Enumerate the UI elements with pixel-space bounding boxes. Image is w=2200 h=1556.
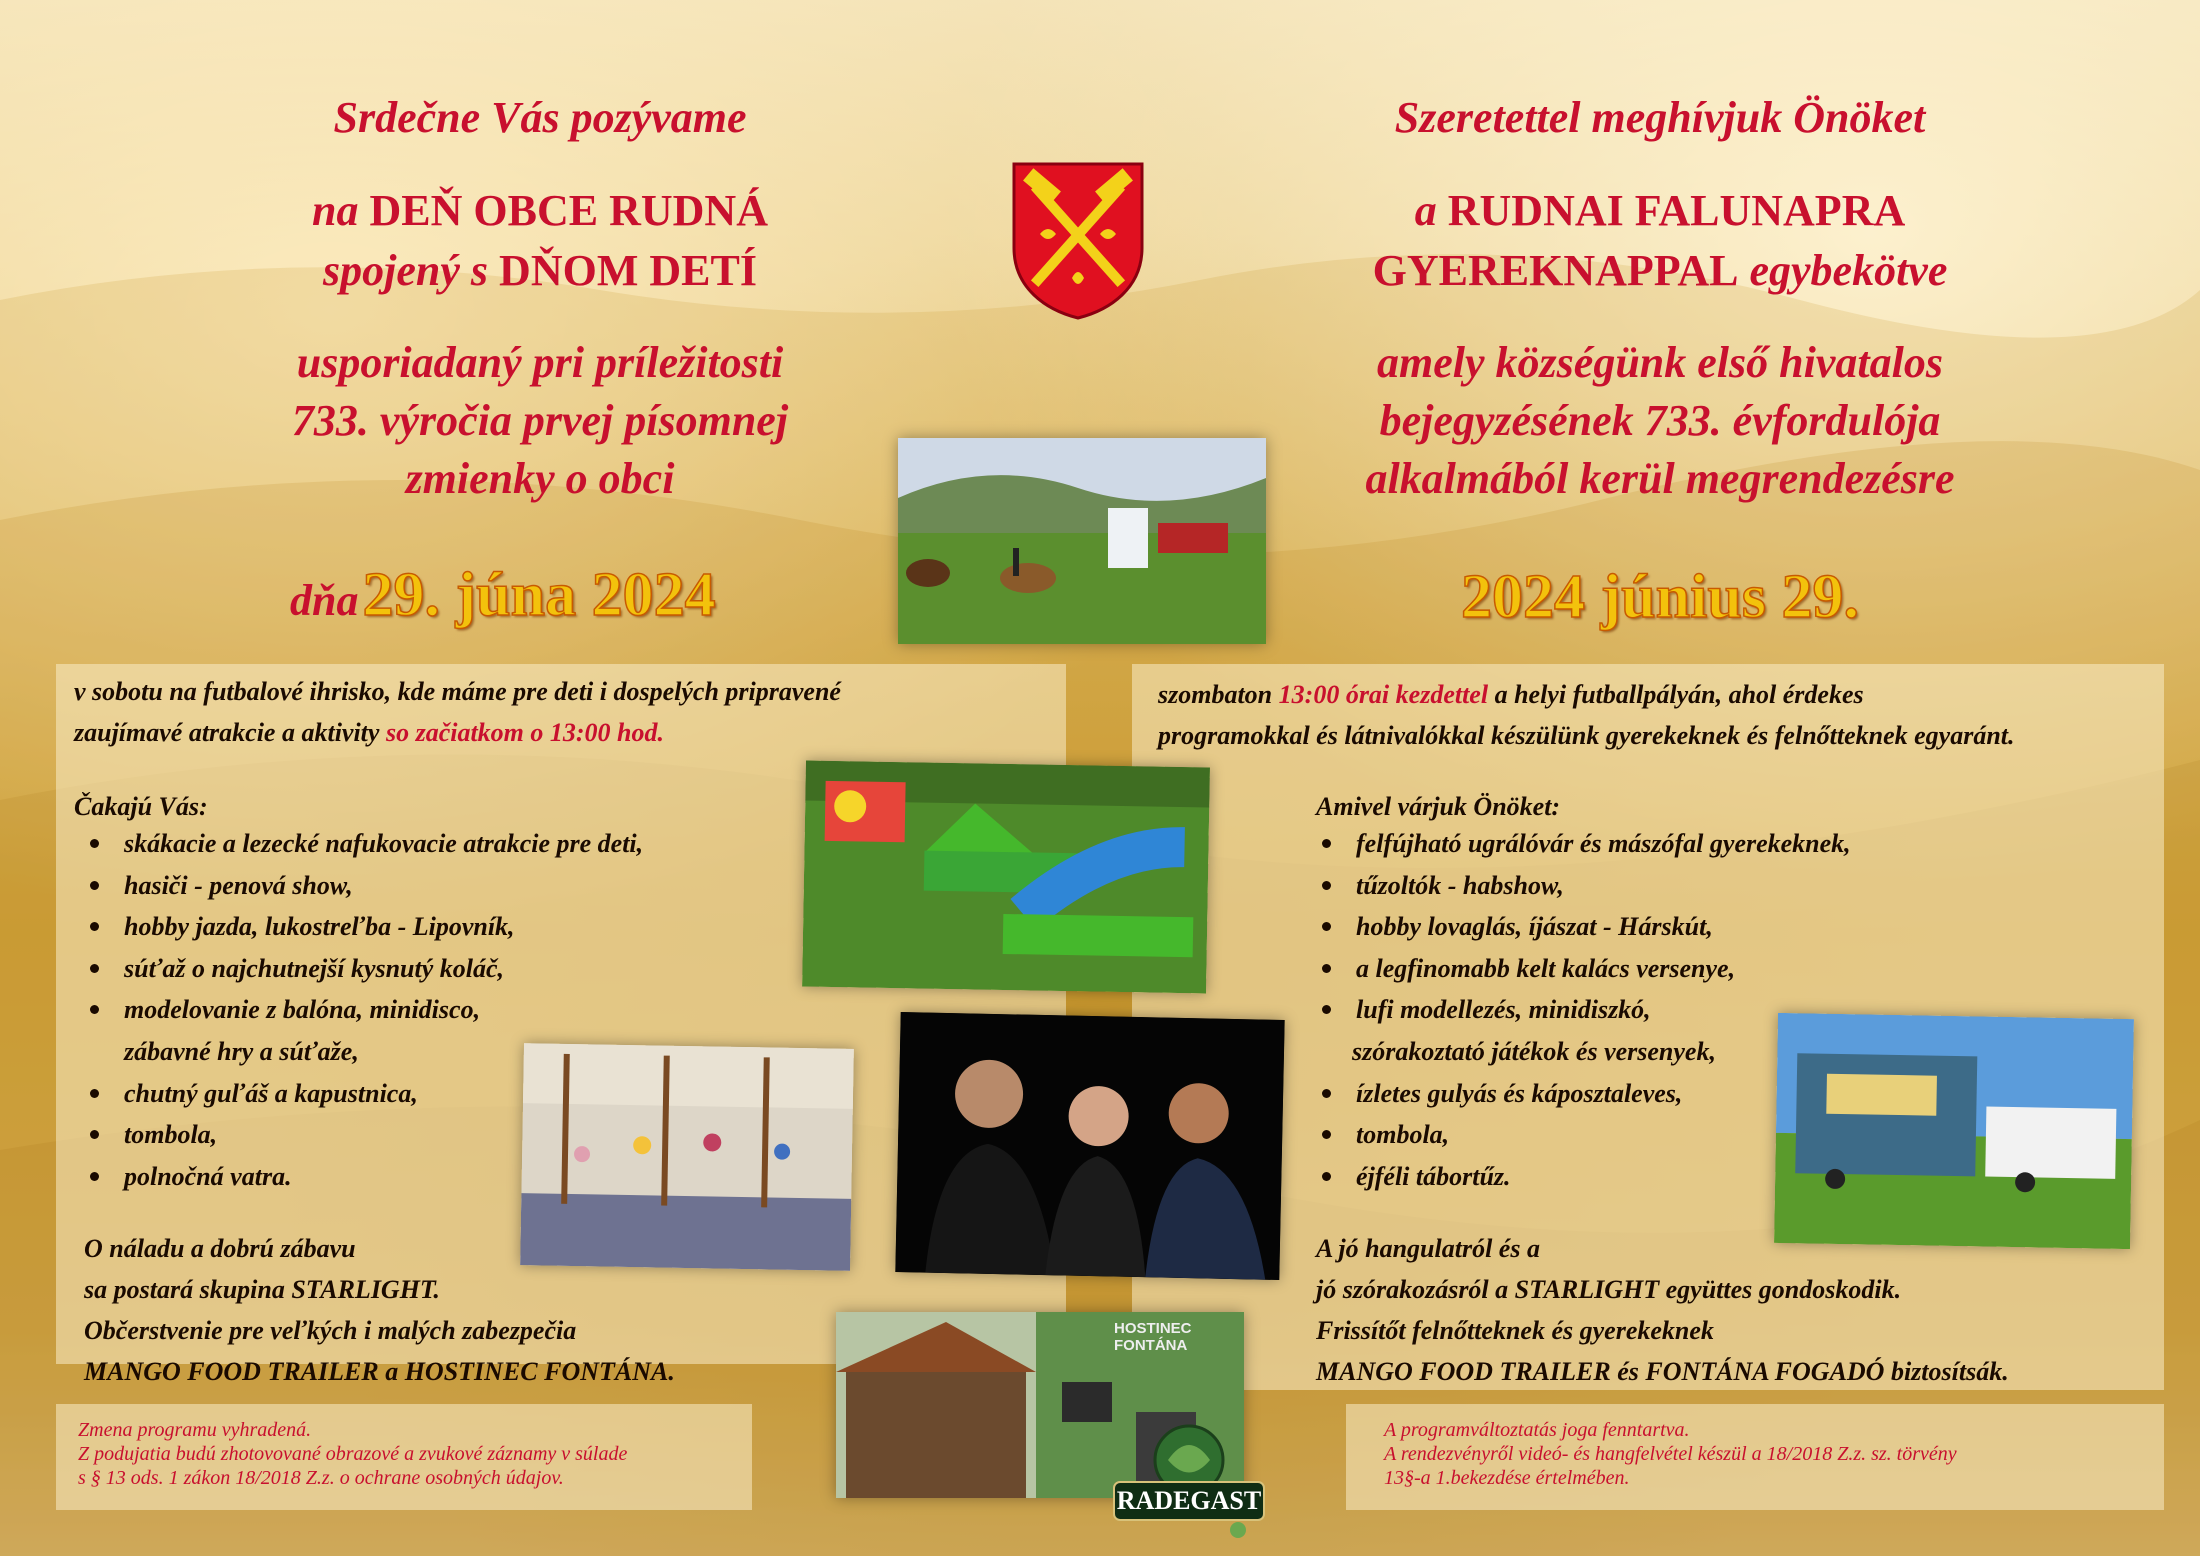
- coat-of-arms-icon: [1010, 160, 1146, 320]
- bouncy-castle-photo: [802, 760, 1210, 993]
- right-intro-prefix: szombaton: [1158, 680, 1273, 709]
- right-closing: [1316, 1228, 2156, 1392]
- bullet-icon: [1322, 1172, 1331, 1181]
- bullet-icon: [1322, 881, 1331, 890]
- list-item: ízletes gulyás és káposztaleves,: [1306, 1073, 1926, 1115]
- right-title-line2: [1260, 242, 2060, 300]
- list-item: éjféli tábortűz.: [1306, 1156, 1926, 1198]
- left-closing-line: MANGO FOOD TRAILER a HOSTINEC FONTÁNA.: [84, 1357, 675, 1386]
- right-occasion-line: bejegyzésének 733. évfordulója: [1379, 396, 1941, 445]
- list-item: modelovanie z balóna, minidisco,: [74, 989, 774, 1031]
- bullet-icon: [1322, 964, 1331, 973]
- horse-riding-photo: [898, 438, 1266, 644]
- bullet-icon: [90, 964, 99, 973]
- list-item: a legfinomabb kelt kalács versenye,: [1306, 948, 1926, 990]
- right-title2-main: GYEREKNAPPAL: [1372, 246, 1739, 295]
- list-item-continuation: szórakoztató játékok és versenyek,: [1352, 1036, 1716, 1066]
- bullet-icon: [90, 1172, 99, 1181]
- left-intro: [74, 671, 1054, 753]
- right-date: [1280, 562, 2040, 633]
- list-item-continuation: zábavné hry a súťaže,: [124, 1036, 359, 1066]
- left-occasion-line: usporiadaný pri príležitosti: [296, 338, 784, 387]
- left-title-line1: [190, 182, 890, 240]
- right-notes: [1384, 1418, 2154, 1490]
- right-greeting: Szeretettel meghívjuk Önöket: [1394, 93, 1926, 142]
- list-item: chutný guľáš a kapustnica,: [74, 1073, 774, 1115]
- left-closing-line: O náladu a dobrú zábavu: [84, 1234, 356, 1263]
- right-occasion-line: alkalmából kerül megrendezésre: [1365, 454, 1955, 503]
- right-closing-line: MANGO FOOD TRAILER és FONTÁNA FOGADÓ biztosítsák.: [1316, 1357, 2009, 1386]
- right-title-line1: [1260, 182, 2060, 240]
- bullet-icon: [1322, 839, 1331, 848]
- right-closing-line: Frissítőt felnőtteknek és gyerekeknek: [1316, 1316, 1714, 1345]
- left-intro-line: v sobotu na futbalové ihrisko, kde máme pre deti i dospelých pripravené: [74, 677, 841, 706]
- bullet-icon: [1322, 922, 1331, 931]
- right-list-title: Amivel várjuk Önöket:: [1316, 792, 1561, 821]
- list-item: felfújható ugrálóvár és mászófal gyerekeknek,: [1306, 823, 1926, 865]
- left-occasion: [190, 334, 890, 508]
- pub-sign: HOSTINEC FONTÁNA: [1114, 1320, 1192, 1354]
- bullet-icon: [90, 839, 99, 848]
- list-item: hasiči - penová show,: [74, 865, 774, 907]
- bullet-icon: [90, 922, 99, 931]
- radegast-logo: [1108, 1420, 1270, 1544]
- right-intro-line: [1158, 674, 2158, 715]
- note-line: A rendezvényről videó- és hangfelvétel készül a 18/2018 Z.z. sz. törvény: [1384, 1443, 1957, 1465]
- left-list-title: Čakajú Vás:: [74, 792, 208, 821]
- minidisco-photo: [520, 1043, 854, 1271]
- right-title-prefix: a: [1414, 186, 1437, 235]
- list-item: tombola,: [74, 1114, 774, 1156]
- note-line: s § 13 ods. 1 zákon 18/2018 Z.z. o ochrane osobných údajov.: [78, 1467, 564, 1489]
- right-occasion-line: amely községünk első hivatalos: [1377, 338, 1943, 387]
- left-date-prefix: dňa: [290, 576, 359, 625]
- left-title-line2: [190, 242, 890, 300]
- right-intro-line2: programokkal és látnivalókkal készülünk gyerekeknek és felnőtteknek egyaránt.: [1158, 721, 2015, 750]
- right-intro: [1158, 674, 2158, 756]
- note-line: A programváltoztatás joga fenntartva.: [1384, 1419, 1690, 1441]
- list-item: hobby lovaglás, íjászat - Hárskút,: [1306, 906, 1926, 948]
- bullet-icon: [90, 1005, 99, 1014]
- radegast-text: RADEGAST: [1116, 1486, 1262, 1515]
- left-title-prefix: na: [312, 186, 359, 235]
- left-date-line: [290, 560, 850, 631]
- left-closing-line: Občerstvenie pre veľkých i malých zabezpečia: [84, 1316, 577, 1345]
- list-item: polnočná vatra.: [74, 1156, 774, 1198]
- starlight-band-photo: [895, 1012, 1284, 1280]
- right-intro-text: a helyi futballpályán, ahol érdekes: [1494, 680, 1864, 709]
- bullet-icon: [90, 1130, 99, 1139]
- left-occasion-line: 733. výročia prvej písomnej: [291, 396, 789, 445]
- right-title-main: RUDNAI FALUNAPRA: [1447, 186, 1906, 235]
- list-item: tombola,: [1306, 1114, 1926, 1156]
- note-line: Z podujatia budú zhotovované obrazové a zvukové záznamy v súlade: [78, 1443, 628, 1465]
- left-date: 29. júna 2024: [362, 561, 716, 629]
- right-start-time: 13:00 órai kezdettel: [1278, 680, 1489, 709]
- left-intro-text: zaujímavé atrakcie a aktivity: [74, 718, 380, 747]
- list-item: hobby jazda, lukostreľba - Lipovník,: [74, 906, 774, 948]
- right-date-text: 2024 június 29.: [1461, 563, 1859, 631]
- note-line: 13§-a 1.bekezdése értelmében.: [1384, 1467, 1630, 1489]
- left-start-time: so začiatkom o 13:00 hod.: [385, 718, 665, 747]
- bullet-icon: [1322, 1130, 1331, 1139]
- list-item: skákacie a lezecké nafukovacie atrakcie pre deti,: [74, 823, 774, 865]
- list-item: lufi modellezés, minidiszkó,: [1306, 989, 1926, 1031]
- right-closing-line: A jó hangulatról és a: [1316, 1234, 1540, 1263]
- food-trailer-photo: [1774, 1013, 2134, 1249]
- bullet-icon: [90, 1089, 99, 1098]
- left-intro-line2: [74, 712, 1054, 753]
- left-title2-prefix: spojený s: [323, 246, 489, 295]
- note-line: Zmena programu vyhradená.: [78, 1419, 312, 1441]
- bullet-icon: [1322, 1005, 1331, 1014]
- left-closing-line: sa postará skupina STARLIGHT.: [84, 1275, 440, 1304]
- left-title2-main: DŇOM DETÍ: [499, 246, 757, 295]
- bullet-icon: [1322, 1089, 1331, 1098]
- right-occasion: [1260, 334, 2060, 508]
- right-closing-line: jó szórakozásról a STARLIGHT együttes gondoskodik.: [1316, 1275, 1902, 1304]
- list-item: súťaž o najchutnejší kysnutý koláč,: [74, 948, 774, 990]
- list-item: tűzoltók - habshow,: [1306, 865, 1926, 907]
- left-title-main: DEŇ OBCE RUDNÁ: [369, 186, 768, 235]
- left-greeting: Srdečne Vás pozývame: [333, 93, 747, 142]
- right-title2-suffix: egybekötve: [1749, 246, 1948, 295]
- bullet-icon: [90, 881, 99, 890]
- left-occasion-line: zmienky o obci: [405, 454, 675, 503]
- left-notes: [78, 1418, 758, 1490]
